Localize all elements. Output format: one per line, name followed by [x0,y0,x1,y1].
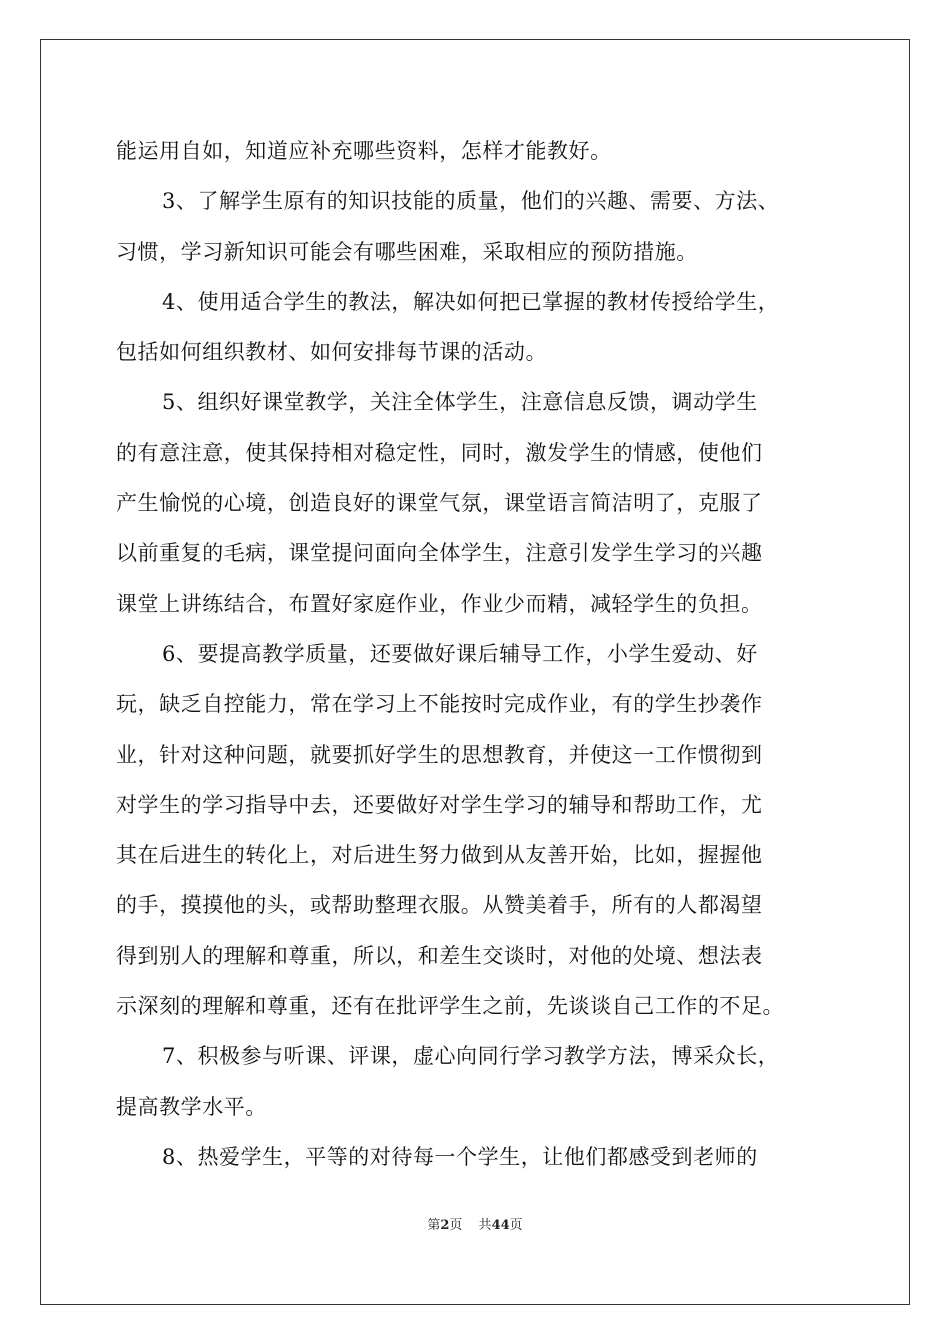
text-line: 得到别人的理解和尊重，所以，和差生交谈时，对他的处境、想法表 [116,943,763,968]
page-footer [0,1214,950,1233]
page-indicator [427,1214,462,1233]
page-prefix: 第 [427,1218,441,1233]
total-pages-indicator [479,1214,523,1233]
text-line: 6、要提高教学质量，还要做好课后辅导工作，小学生爱动、好 [162,641,758,666]
text-line: 业，针对这种问题，就要抓好学生的思想教育，并使这一工作惯彻到 [116,742,763,767]
text-line: 4、使用适合学生的教法，解决如何把已掌握的教材传授给学生， [162,289,780,314]
text-line: 的手，摸摸他的头，或帮助整理衣服。从赞美着手，所有的人都渴望 [116,893,763,918]
text-line: 能运用自如，知道应补充哪些资料，怎样才能教好。 [116,139,612,163]
text-line: 产生愉悦的心境，创造良好的课堂气氛，课堂语言简洁明了，克服了 [116,491,763,516]
document-body [116,126,838,1182]
page-number: 2 [440,1218,450,1233]
text-line: 以前重复的毛病，课堂提问面向全体学生，注意引发学生学习的兴趣 [116,541,763,566]
total-prefix: 共 [478,1218,492,1233]
text-line: 5、组织好课堂教学，关注全体学生，注意信息反馈，调动学生 [162,390,758,415]
text-line: 习惯，学习新知识可能会有哪些困难，采取相应的预防措施。 [116,239,698,264]
text-line: 3、了解学生原有的知识技能的质量，他们的兴趣、需要、方法、 [162,189,780,214]
page-suffix: 页 [449,1218,463,1233]
text-line: 的有意注意，使其保持相对稳定性，同时，激发学生的情感，使他们 [116,440,763,465]
text-line: 7、积极参与听课、评课，虚心向同行学习教学方法，博采众长， [162,1044,780,1069]
text-line: 课堂上讲练结合，布置好家庭作业，作业少而精，减轻学生的负担。 [116,591,763,616]
total-pages: 44 [491,1218,510,1233]
text-line: 玩，缺乏自控能力，常在学习上不能按时完成作业，有的学生抄袭作 [116,692,763,717]
total-suffix: 页 [509,1218,523,1233]
text-line: 包括如何组织教材、如何安排每节课的活动。 [116,340,547,365]
text-line: 对学生的学习指导中去，还要做好对学生学习的辅导和帮助工作，尤 [116,792,763,817]
text-line: 示深刻的理解和尊重，还有在批评学生之前，先谈谈自己工作的不足。 [116,994,785,1019]
text-line: 其在后进生的转化上，对后进生努力做到从友善开始，比如，握握他 [116,843,763,868]
text-line: 8、热爱学生，平等的对待每一个学生，让他们都感受到老师的 [162,1144,758,1169]
text-line: 提高教学水平。 [116,1094,267,1119]
